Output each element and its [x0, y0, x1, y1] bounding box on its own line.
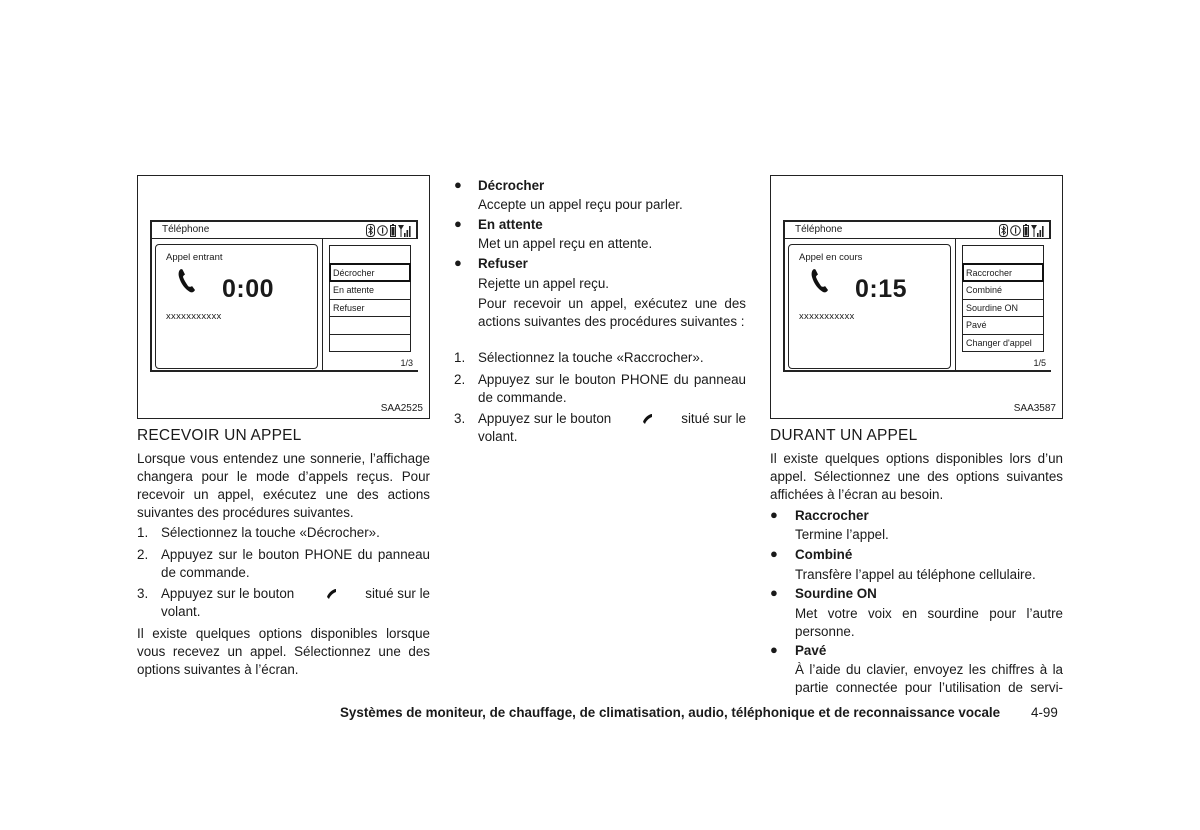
call-timer: 0:00	[222, 275, 275, 303]
info-icon	[377, 225, 388, 236]
bullet-title-sourdine: Sourdine ON	[795, 586, 877, 601]
bluetooth-icon	[366, 224, 375, 237]
call-timer: 0:15	[855, 275, 908, 303]
menu-item-combine[interactable]: Combiné	[963, 281, 1043, 299]
step-text: Appuyez sur le bouton PHONE du panneau de commande.	[478, 372, 746, 405]
phone-screen	[150, 220, 418, 372]
bullet-title-combine: Combiné	[795, 547, 853, 562]
col3-intro: Il existe quelques options disponibles lors d’un appel. Sélectionnez une des options suivantes affichées à l’écran au besoin.	[770, 451, 1063, 502]
options-menu	[329, 245, 411, 352]
bullet-dot: ●	[770, 585, 778, 600]
bullet-dot: ●	[770, 507, 778, 522]
step-text-pre: Appuyez sur le bouton	[478, 411, 612, 426]
bullet-title-en-attente: En attente	[478, 217, 543, 232]
bullet-title-decrocher: Décrocher	[478, 178, 545, 193]
bullet-title-pave: Pavé	[795, 643, 827, 658]
options-panel	[955, 239, 1051, 370]
call-panel	[155, 244, 318, 369]
step-number: 3.	[454, 411, 466, 426]
section-heading-durant: DURANT UN APPEL	[770, 427, 918, 444]
page-number: 4-99	[1031, 705, 1058, 720]
step-text	[161, 585, 430, 603]
bullet-desc-raccrocher: Termine l’appel.	[795, 527, 889, 542]
bullet-dot: ●	[770, 642, 778, 657]
step-number: 2.	[137, 547, 149, 562]
step-text-post-visible: situé sur le	[365, 586, 430, 601]
bullet-dot: ●	[454, 255, 462, 270]
footer-section-title: Systèmes de moniteur, de chauffage, de climatisation, audio, téléphonique et de reconnaissance vocale	[340, 705, 1001, 720]
caller-number: xxxxxxxxxxx	[799, 311, 855, 322]
signal-icon	[1031, 224, 1045, 237]
status-icons	[366, 223, 412, 237]
menu-row[interactable]	[330, 316, 410, 334]
menu-item-raccrocher[interactable]: Raccrocher	[963, 264, 1043, 282]
figure-code: SAA3587	[1013, 403, 1056, 414]
phone-handset-icon	[176, 267, 198, 295]
menu-item-pave[interactable]: Pavé	[963, 316, 1043, 334]
step-text-pre: Appuyez sur le bouton	[161, 586, 295, 601]
screen-title: Téléphone	[162, 224, 210, 235]
bullet-title-refuser: Refuser	[478, 256, 528, 271]
col1-outro: Il existe quelques options disponibles lorsque vous recevez un appel. Sélectionnez une des options suivantes à l’écran.	[137, 626, 430, 677]
menu-item-decrocher[interactable]: Décrocher	[330, 264, 410, 282]
step-text	[478, 410, 746, 428]
step-text: Sélectionnez la touche «Raccrocher».	[478, 350, 704, 365]
bullet-desc-decrocher: Accepte un appel reçu pour parler.	[478, 197, 683, 212]
step-text: Appuyez sur le bouton PHONE du panneau de commande.	[161, 547, 430, 580]
step-text-continued: volant.	[161, 604, 201, 619]
step-text-continued: volant.	[478, 429, 518, 444]
figure-code: SAA2525	[380, 403, 423, 414]
bullet-desc-refuser: Rejette un appel reçu.	[478, 276, 610, 291]
screen-title: Téléphone	[795, 224, 843, 235]
page-indicator: 1/3	[400, 358, 413, 368]
call-panel	[788, 244, 951, 369]
caller-number: xxxxxxxxxxx	[166, 311, 222, 322]
bullet-desc-pave: À l’aide du clavier, envoyez les chiffres à la partie connectée pour l’utilisation de servi-	[795, 662, 1063, 695]
menu-row[interactable]	[963, 246, 1043, 264]
status-icons	[999, 223, 1045, 237]
page-indicator: 1/5	[1033, 358, 1046, 368]
step-number: 1.	[454, 350, 466, 365]
step-number: 1.	[137, 525, 149, 540]
menu-item-en-attente[interactable]: En attente	[330, 281, 410, 299]
menu-item-changer-appel[interactable]: Changer d'appel	[963, 334, 1043, 352]
steering-phone-button-icon	[325, 588, 339, 600]
phone-screen	[783, 220, 1051, 372]
call-status: Appel entrant	[166, 252, 223, 263]
call-status: Appel en cours	[799, 252, 863, 263]
figure-during-call	[770, 175, 1063, 419]
menu-row[interactable]	[330, 334, 410, 352]
options-menu	[962, 245, 1044, 352]
figure-incoming-call	[137, 175, 430, 419]
section-heading-recevoir: RECEVOIR UN APPEL	[137, 427, 302, 444]
step-text-post-visible: situé sur le	[681, 411, 746, 426]
bullet-desc-combine: Transfère l’appel au téléphone cellulaire.	[795, 567, 1036, 582]
step-number: 3.	[137, 586, 149, 601]
battery-icon	[1023, 224, 1029, 237]
step-text: Sélectionnez la touche «Décrocher».	[161, 525, 380, 540]
phone-handset-icon	[809, 267, 831, 295]
battery-icon	[390, 224, 396, 237]
bullet-dot: ●	[770, 546, 778, 561]
info-icon	[1010, 225, 1021, 236]
menu-item-refuser[interactable]: Refuser	[330, 299, 410, 317]
bullet-dot: ●	[454, 216, 462, 231]
refuser-extra: Pour recevoir un appel, exécutez une des actions suivantes des procédures suivantes :	[478, 296, 746, 329]
bullet-desc-sourdine: Met votre voix en sourdine pour l’autre personne.	[795, 606, 1063, 639]
bullet-desc-en-attente: Met un appel reçu en attente.	[478, 236, 653, 251]
steering-phone-button-icon	[641, 413, 655, 425]
menu-item-sourdine-on[interactable]: Sourdine ON	[963, 299, 1043, 317]
step-number: 2.	[454, 372, 466, 387]
bullet-title-raccrocher: Raccrocher	[795, 508, 869, 523]
col1-intro: Lorsque vous entendez une sonnerie, l’affichage changera pour le mode d’appels reçus. Pour recevoir un appel, exécutez une des actions suivantes des procédures suivantes.	[137, 451, 430, 520]
options-panel	[322, 239, 418, 370]
bluetooth-icon	[999, 224, 1008, 237]
signal-icon	[398, 224, 412, 237]
bullet-dot: ●	[454, 177, 462, 192]
menu-row[interactable]	[330, 246, 410, 264]
